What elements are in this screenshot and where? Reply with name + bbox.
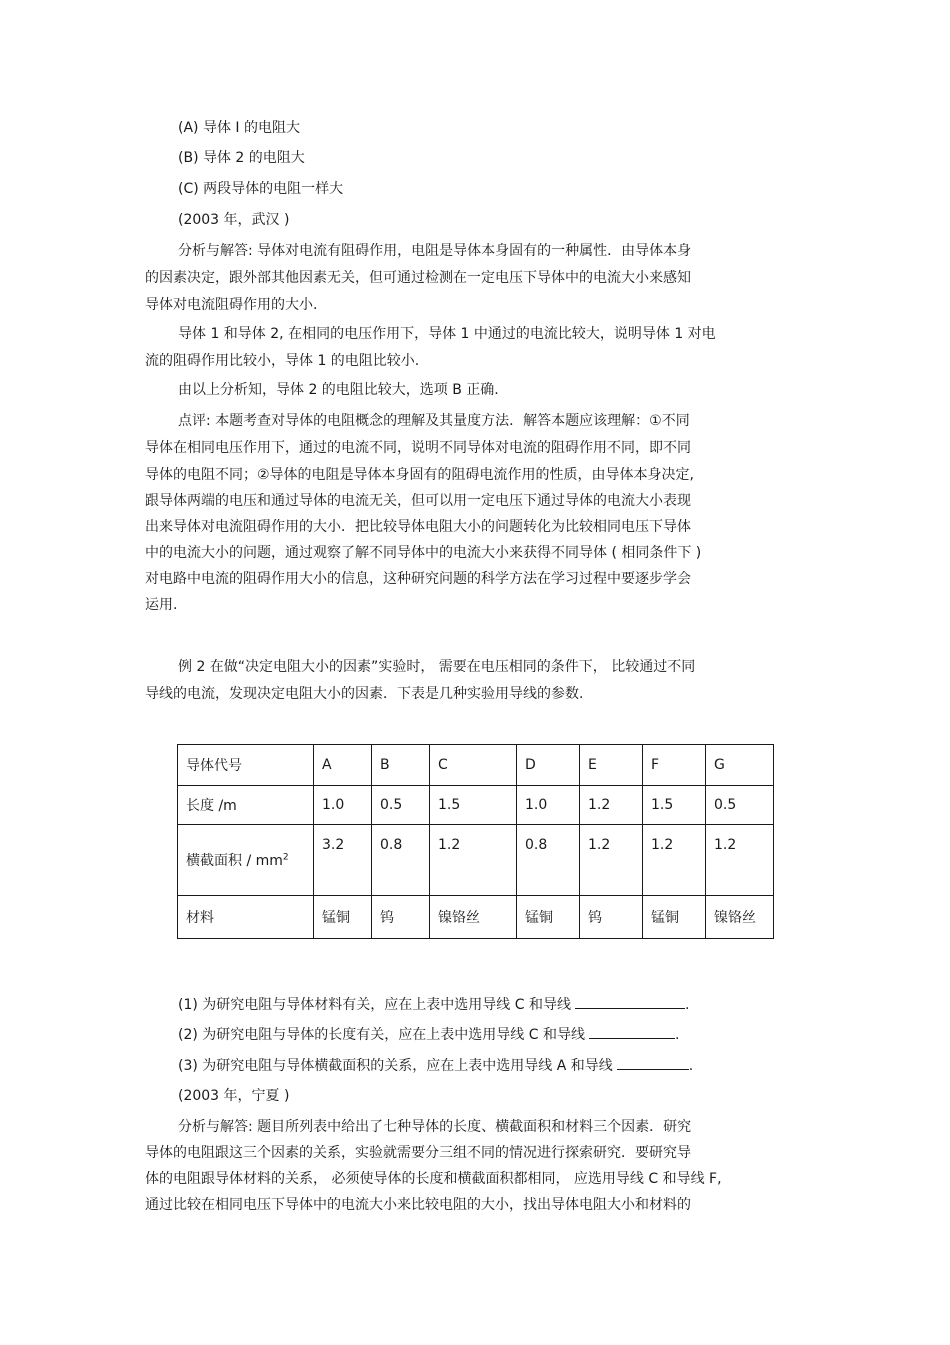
table-cell: 钨 <box>580 896 643 939</box>
table-row <box>178 896 774 939</box>
table-cell: G <box>706 745 774 786</box>
table-row <box>178 786 774 825</box>
analysis-line: 的因素决定，跟外部其他因素无关，但可通过检测在一定电压下导体中的电流大小来感知 <box>145 270 691 286</box>
table-cell: 0.8 <box>517 825 580 896</box>
analysis-line: 导体 1 和导体 2, 在相同的电压作用下，导体 1 中通过的电流比较大，说明导体 1 对电 <box>178 326 716 342</box>
source-note: (2003 年，宁夏 ) <box>178 1088 290 1104</box>
question-end: . <box>688 1058 694 1074</box>
analysis-line: 通过比较在相同电压下导体中的电流大小来比较电阻的大小，找出导体电阻大小和材料的 <box>145 1197 691 1213</box>
table-row <box>178 745 774 786</box>
table-cell: F <box>643 745 706 786</box>
table-cell: 1.2 <box>580 786 643 825</box>
table-row <box>178 825 774 896</box>
row-header: 材料 <box>178 896 314 939</box>
table-cell: 1.2 <box>580 825 643 896</box>
table-cell: 1.2 <box>430 825 517 896</box>
analysis-line: 流的阻碍作用比较小，导体 1 的电阻比较小. <box>145 353 420 369</box>
row-header <box>178 825 314 896</box>
question-3 <box>178 1055 693 1076</box>
option-a: (A) 导体 I 的电阻大 <box>178 120 300 136</box>
table-cell: 3.2 <box>314 825 372 896</box>
option-c: (C) 两段导体的电阻一样大 <box>178 181 344 197</box>
table-cell: 锰铜 <box>643 896 706 939</box>
table-cell: 1.5 <box>430 786 517 825</box>
comment-line: 对电路中电流的阻碍作用大小的信息，这种研究问题的科学方法在学习过程中要逐步学会 <box>145 571 691 587</box>
comment-line: 跟导体两端的电压和通过导体的电流无关，但可以用一定电压下通过导体的电流大小表现 <box>145 493 691 509</box>
analysis-line: 分析与解答: 导体对电流有阻碍作用，电阻是导体本身固有的一种属性．由导体本身 <box>178 243 692 259</box>
analysis-line: 体的电阻跟导体材料的关系， 必须使导体的长度和横截面积都相同， 应选用导线 C 和导线 F, <box>145 1171 722 1187</box>
table-cell: E <box>580 745 643 786</box>
comment-line: 导体在相同电压作用下，通过的电流不同，说明不同导体对电流的阻碍作用不同，即不同 <box>145 440 691 456</box>
table-cell: 1.2 <box>706 825 774 896</box>
table-cell: D <box>517 745 580 786</box>
table-cell: 0.5 <box>372 786 430 825</box>
row-header: 导体代号 <box>178 745 314 786</box>
comment-line: 中的电流大小的问题，通过观察了解不同导体中的电流大小来获得不同导体 ( 相同条件下 ) <box>145 545 702 561</box>
table-cell: 1.0 <box>517 786 580 825</box>
question-end: . <box>674 1027 680 1043</box>
row-header: 长度 /m <box>178 786 314 825</box>
analysis-line: 由以上分析知，导体 2 的电阻比较大，选项 B 正确. <box>178 382 499 398</box>
answer-blank[interactable] <box>589 1024 675 1039</box>
table-cell: C <box>430 745 517 786</box>
question-text: (3) 为研究电阻与导体横截面积的关系，应在上表中选用导线 A 和导线 <box>178 1058 613 1074</box>
source-note: (2003 年，武汉 ) <box>178 212 290 228</box>
analysis-line: 分析与解答: 题目所列表中给出了七种导体的长度、横截面积和材料三个因素．研究 <box>178 1119 692 1135</box>
answer-blank[interactable] <box>575 994 685 1009</box>
table-cell: 1.2 <box>643 825 706 896</box>
table-cell: 1.0 <box>314 786 372 825</box>
option-b: (B) 导体 2 的电阻大 <box>178 150 305 166</box>
table-cell: 钨 <box>372 896 430 939</box>
question-text: (1) 为研究电阻与导体材料有关，应在上表中选用导线 C 和导线 <box>178 997 571 1013</box>
comment-line: 出来导体对电流阻碍作用的大小．把比较导体电阻大小的问题转化为比较相同电压下导体 <box>145 519 691 535</box>
question-1 <box>178 994 689 1015</box>
analysis-line: 导体的电阻跟这三个因素的关系，实验就需要分三组不同的情况进行探索研究．要研究导 <box>145 1145 691 1161</box>
table-cell: 0.8 <box>372 825 430 896</box>
table-cell: 0.5 <box>706 786 774 825</box>
table-cell: 镍铬丝 <box>706 896 774 939</box>
comment-line: 运用. <box>145 597 178 613</box>
comment-line: 点评: 本题考查对导体的电阻概念的理解及其量度方法．解答本题应该理解：①不同 <box>178 413 690 429</box>
table-cell: 镍铬丝 <box>430 896 517 939</box>
question-text: (2) 为研究电阻与导体的长度有关，应在上表中选用导线 C 和导线 <box>178 1027 585 1043</box>
table-cell: 锰铜 <box>517 896 580 939</box>
answer-blank[interactable] <box>617 1055 689 1070</box>
table-cell: A <box>314 745 372 786</box>
unit-exponent: 2 <box>282 852 289 863</box>
analysis-line: 导体对电流阻碍作用的大小. <box>145 297 318 313</box>
table-cell: 1.5 <box>643 786 706 825</box>
question-2 <box>178 1024 679 1045</box>
table-cell: B <box>372 745 430 786</box>
wire-parameter-table <box>177 744 774 939</box>
example-heading: 例 2 在做“决定电阻大小的因素”实验时， 需要在电压相同的条件下， 比较通过不同 <box>178 659 696 675</box>
question-end: . <box>684 997 690 1013</box>
example-line: 导线的电流，发现决定电阻大小的因素．下表是几种实验用导线的参数. <box>145 686 584 702</box>
row-header-label: 横截面积 / mm <box>186 853 283 869</box>
comment-line: 导体的电阻不同；②导体的电阻是导体本身固有的阻碍电流作用的性质，由导体本身决定, <box>145 467 694 483</box>
table-cell: 锰铜 <box>314 896 372 939</box>
